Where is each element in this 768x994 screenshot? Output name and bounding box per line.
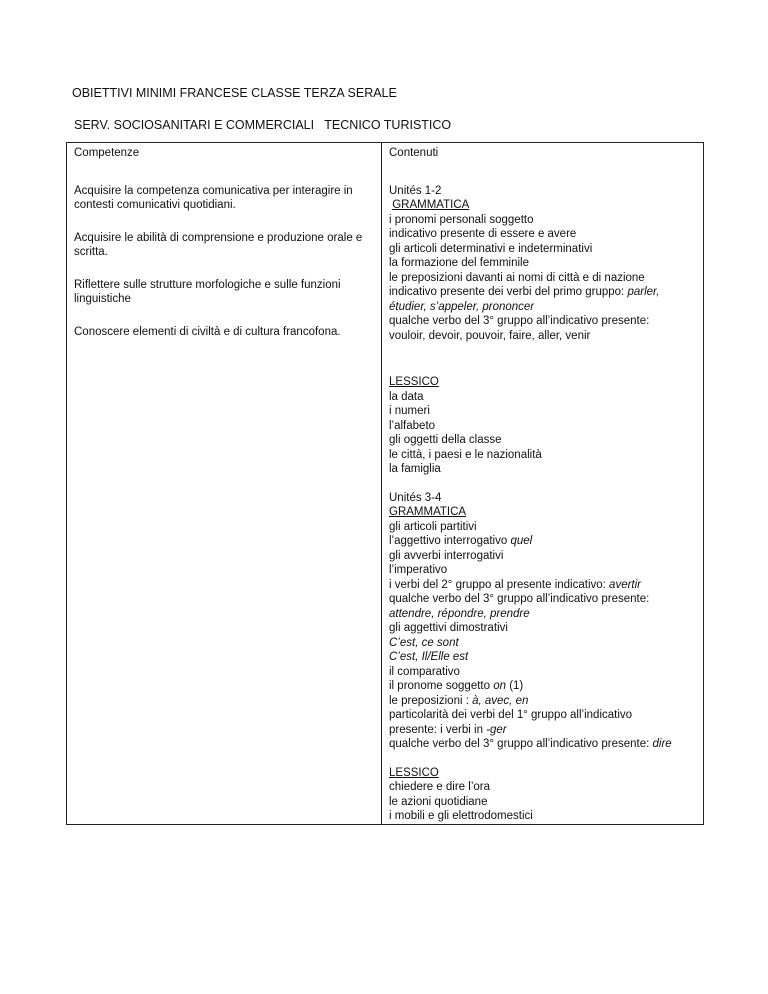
- competenza-item: Conoscere elementi di civiltà e di cultura francofona.: [74, 325, 341, 338]
- grammar-item: [389, 578, 698, 593]
- competenze-header: Competenze: [74, 147, 140, 159]
- grammar-item: gli aggettivi dimostrativi: [389, 622, 508, 634]
- grammar-item: [389, 607, 698, 622]
- grammar-item: [389, 694, 698, 709]
- grammar-item: gli articoli determinativi e indeterminativi: [389, 242, 593, 255]
- lexicon-item: le azioni quotidiane: [389, 795, 488, 808]
- lexicon-heading: LESSICO: [389, 376, 439, 388]
- grammar-example: -ger: [486, 723, 507, 736]
- grammar-text: l’aggettivo interrogativo: [389, 535, 511, 547]
- grammar-item: particolarità dei verbi del 1° gruppo all’indicativo: [389, 709, 633, 721]
- grammar-item: gli articoli partitivi: [389, 520, 477, 533]
- grammar-example: quel: [510, 535, 533, 547]
- objectives-table: [66, 142, 704, 825]
- grammar-text: il pronome soggetto: [389, 680, 494, 692]
- unit-heading: Unités 1-2: [389, 184, 442, 197]
- grammar-item: [389, 636, 698, 651]
- competenza-item: Riflettere sulle strutture morfologiche e sulle funzioni linguistiche: [74, 278, 341, 305]
- grammar-heading: GRAMMATICA: [392, 199, 470, 211]
- grammar-item: qualche verbo del 3° gruppo all’indicativo presente:: [389, 593, 650, 605]
- lexicon-item: le città, i paesi e le nazionalità: [389, 448, 542, 461]
- lexicon-item: i mobili e gli elettrodomestici: [389, 810, 533, 822]
- grammar-example: C’est, Il/Elle est: [389, 651, 469, 663]
- competenza-item: Acquisire la competenza comunicativa per interagire in contesti comunicativi quotidiani.: [74, 184, 353, 211]
- grammar-example: à, avec, en: [472, 694, 529, 707]
- grammar-example: parler,: [627, 286, 660, 298]
- lexicon-item: i numeri: [389, 405, 430, 417]
- grammar-item: gli avverbi interrogativi: [389, 549, 504, 562]
- competenza-item: Acquisire le abilità di comprensione e produzione orale e scritta.: [74, 231, 363, 258]
- lexicon-item: l’alfabeto: [389, 419, 436, 432]
- unit-3-4-section: [389, 491, 698, 824]
- grammar-item: le preposizioni davanti ai nomi di città e di nazione: [389, 271, 645, 284]
- grammar-example: avertir: [609, 578, 641, 591]
- contenuti-header: Contenuti: [389, 147, 439, 159]
- grammar-text: (1): [506, 680, 524, 692]
- grammar-item: i pronomi personali soggetto: [389, 213, 534, 226]
- grammar-item: [389, 679, 698, 694]
- grammar-item: [389, 737, 698, 752]
- lexicon-item: gli oggetti della classe: [389, 434, 502, 446]
- grammar-item: l’imperativo: [389, 564, 448, 576]
- grammar-example: étudier, s’appeler, prononcer: [389, 300, 535, 313]
- grammar-text: i verbi del 2° gruppo al presente indicativo:: [389, 578, 610, 591]
- grammar-item: [389, 534, 698, 549]
- grammar-example: attendre, répondre, prendre: [389, 607, 530, 620]
- grammar-item: [389, 650, 698, 665]
- grammar-heading-wrap: [389, 198, 698, 213]
- grammar-example: on: [493, 680, 506, 692]
- grammar-text: presente: i verbi in: [389, 723, 487, 736]
- grammar-heading: GRAMMATICA: [389, 506, 467, 518]
- unit-heading: Unités 3-4: [389, 491, 442, 504]
- grammar-example: C’est, ce sont: [389, 636, 459, 649]
- grammar-text: qualche verbo del 3° gruppo all’indicativo presente:: [389, 738, 653, 750]
- competenze-column: [67, 143, 382, 825]
- grammar-text: indicativo presente dei verbi del primo gruppo:: [389, 286, 628, 298]
- lexicon-heading: LESSICO: [389, 766, 439, 779]
- grammar-item: indicativo presente di essere e avere: [389, 228, 577, 240]
- grammar-item: [389, 723, 698, 738]
- grammar-item: il comparativo: [389, 665, 460, 678]
- lexicon-item: la famiglia: [389, 463, 441, 475]
- grammar-item: la formazione del femminile: [389, 257, 529, 269]
- document-title: OBIETTIVI MINIMI FRANCESE CLASSE TERZA SERALE: [72, 86, 397, 100]
- grammar-example: dire: [652, 738, 672, 750]
- grammar-item: [389, 300, 698, 315]
- grammar-item: qualche verbo del 3° gruppo all’indicativo presente:: [389, 315, 650, 327]
- unit-1-2-section: [389, 184, 698, 477]
- grammar-item: [389, 285, 698, 300]
- grammar-item: vouloir, devoir, pouvoir, faire, aller, venir: [389, 329, 591, 342]
- contenuti-column: [382, 143, 704, 825]
- lexicon-item: la data: [389, 390, 424, 403]
- grammar-text: le preposizioni :: [389, 694, 473, 707]
- document-subtitle: SERV. SOCIOSANITARI E COMMERCIALI TECNICO TURISTICO: [74, 118, 452, 132]
- lexicon-item: chiedere e dire l’ora: [389, 781, 491, 793]
